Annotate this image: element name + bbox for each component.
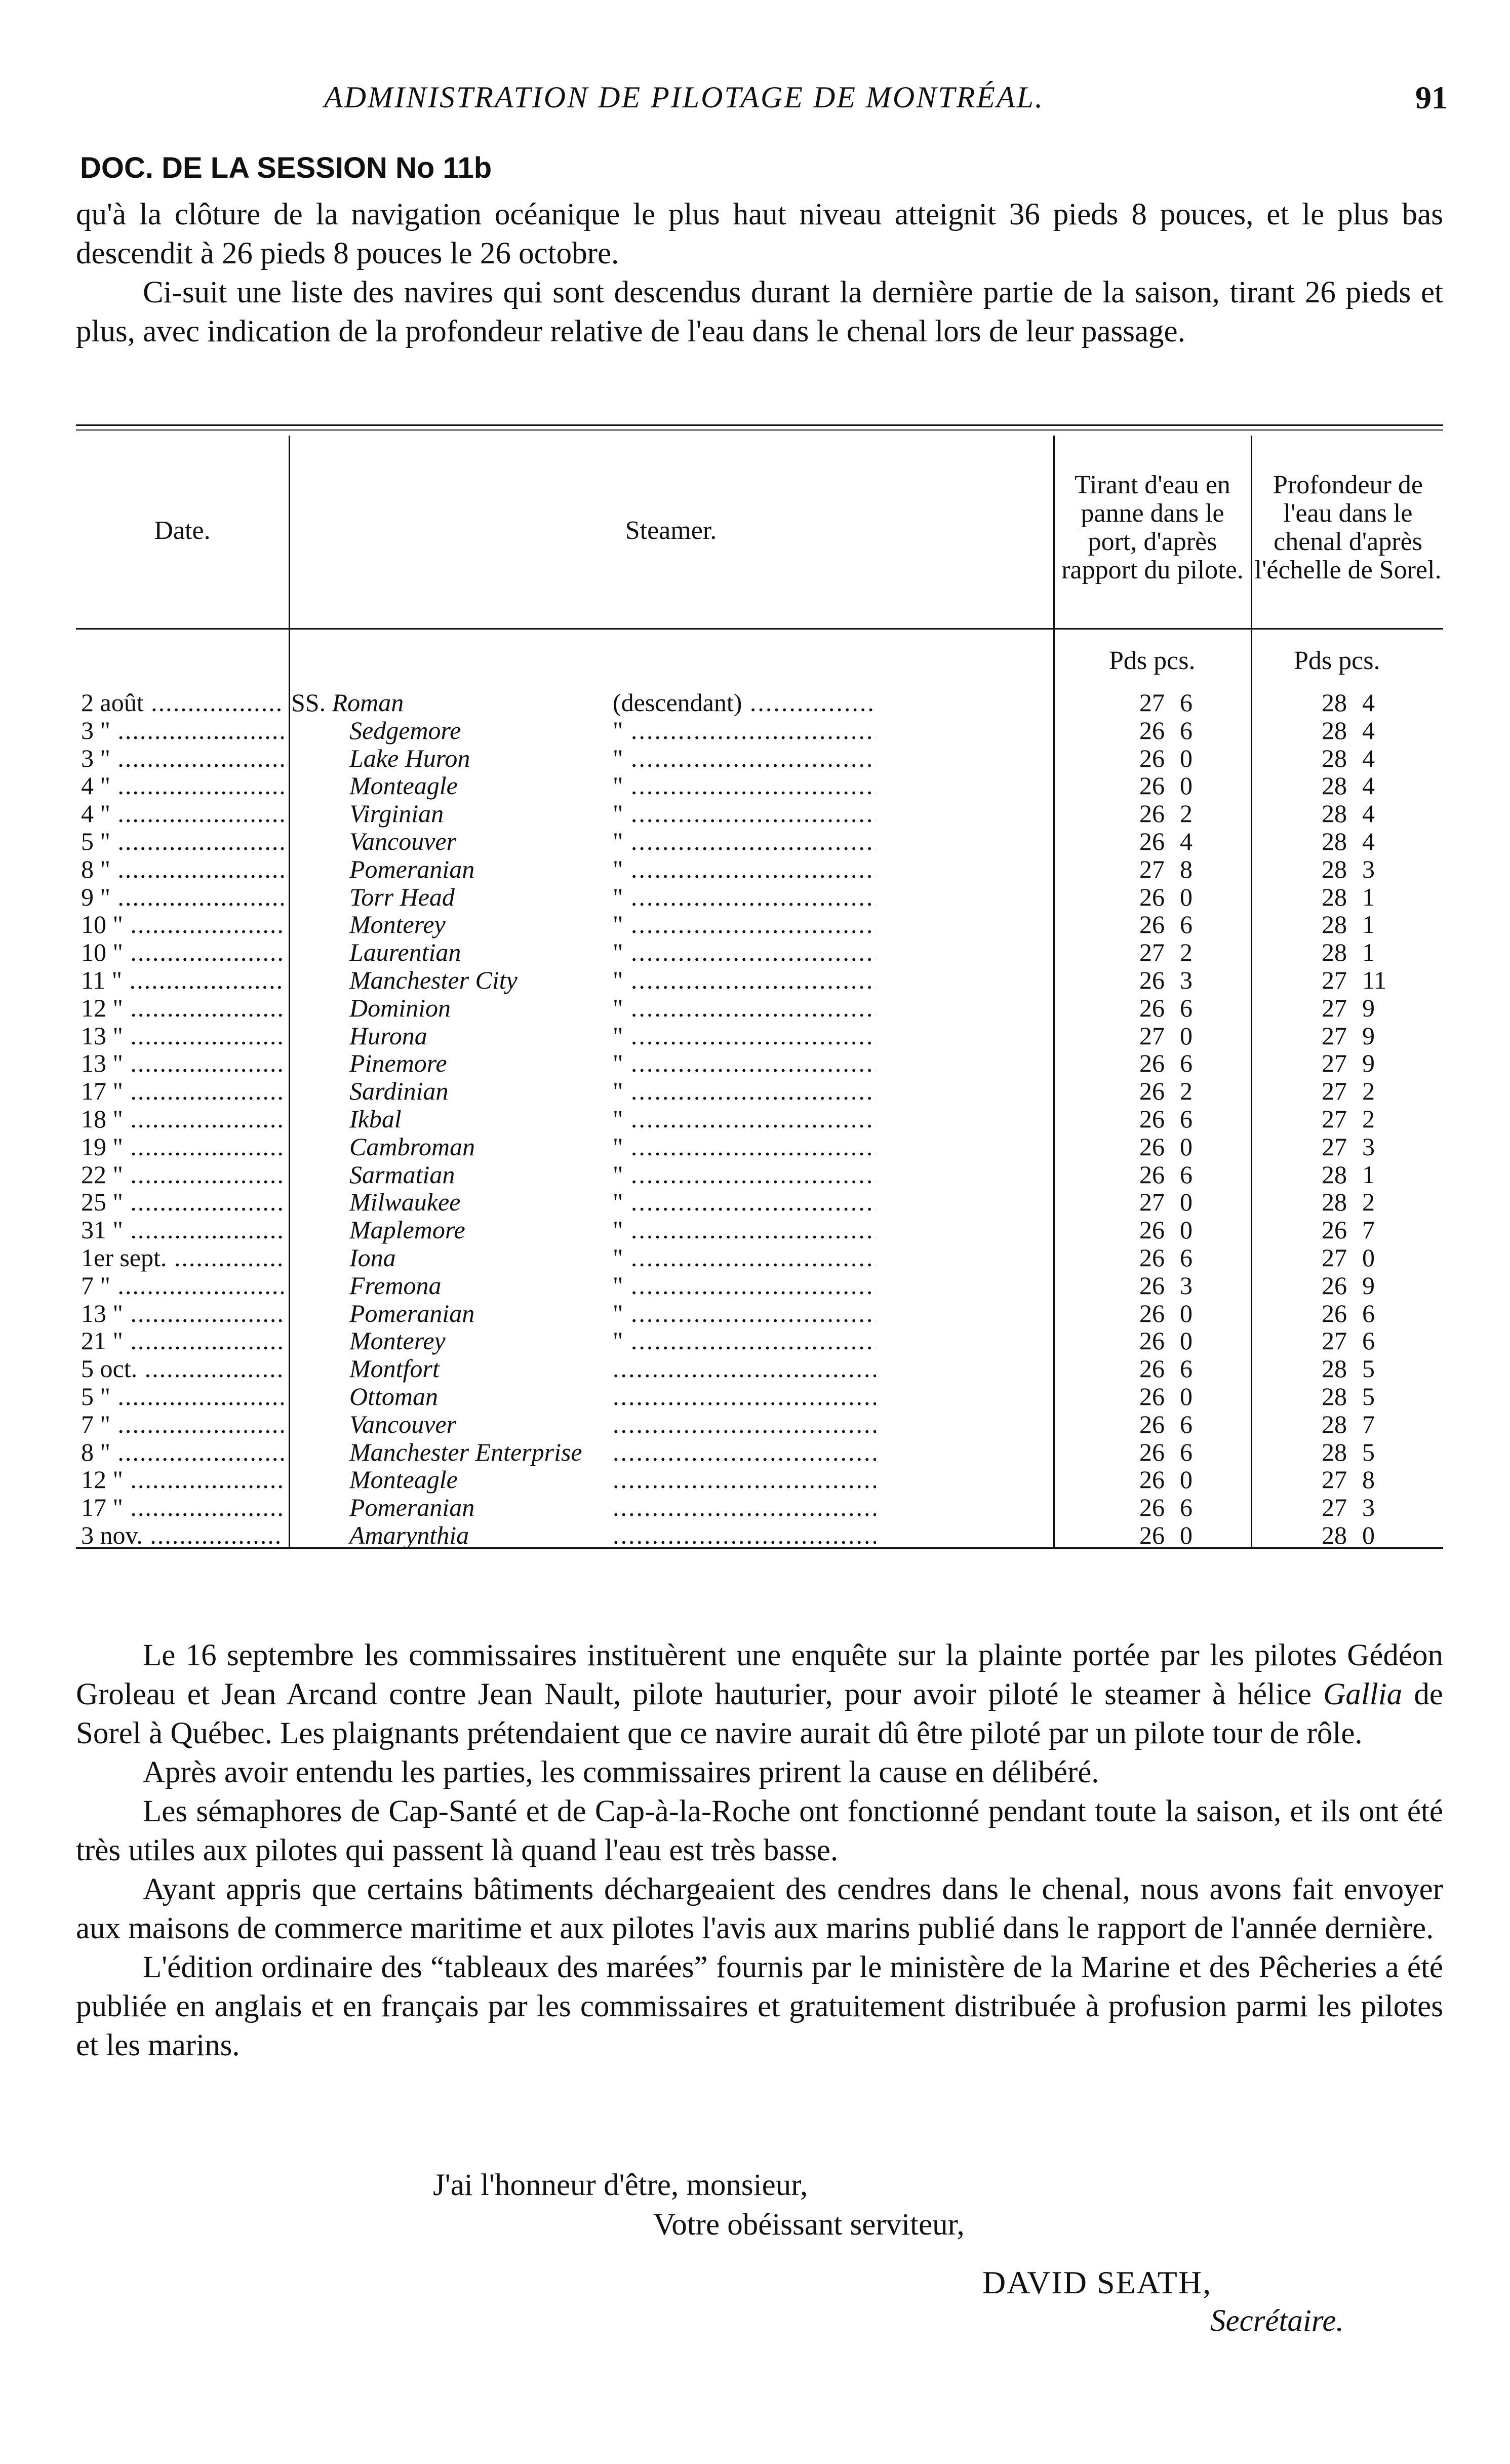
row-depth-pds: 27 xyxy=(1322,1077,1347,1106)
row-draught-pcs: 0 xyxy=(1180,1382,1193,1411)
table-row xyxy=(76,994,1443,1022)
row-draught-pcs: 0 xyxy=(1180,1188,1193,1217)
row-draught-pds: 27 xyxy=(1139,938,1165,967)
row-draught-pds: 26 xyxy=(1139,965,1165,994)
row-depth-pds: 28 xyxy=(1322,1160,1347,1189)
row-ship-name: Lake Huron xyxy=(349,744,470,772)
table-row xyxy=(76,1383,1443,1411)
row-depth-pcs: 1 xyxy=(1362,910,1375,939)
row-depth-pcs: 2 xyxy=(1362,1104,1375,1133)
table-row xyxy=(76,745,1443,772)
row-ship-name: Vancouver xyxy=(349,827,457,855)
table-row xyxy=(76,938,1443,966)
row-ship-name: Monteagle xyxy=(349,772,458,800)
row-direction: " ..... xyxy=(613,1133,876,1161)
row-draught-pds: 26 xyxy=(1139,1465,1165,1494)
table-row xyxy=(76,1077,1443,1105)
table-row xyxy=(76,1327,1443,1355)
table-row xyxy=(76,1411,1443,1438)
row-direction: " ..... xyxy=(613,1244,876,1272)
row-depth-pcs: 2 xyxy=(1362,1188,1375,1217)
row-depth-pds: 28 xyxy=(1322,1520,1347,1549)
row-draught-pcs: 3 xyxy=(1180,965,1193,994)
signer-title: Secrétaire. xyxy=(1210,2304,1344,2338)
row-date: 2 août ..... xyxy=(81,689,284,717)
row-depth-pcs: 4 xyxy=(1362,827,1375,855)
row-date: 10 " ..... xyxy=(81,938,284,966)
row-ship-name: Pomeranian xyxy=(349,1494,475,1521)
row-depth-pds: 27 xyxy=(1322,993,1347,1022)
row-depth-pds: 28 xyxy=(1322,827,1347,855)
row-direction: " ..... xyxy=(613,966,876,994)
row-draught-pds: 26 xyxy=(1139,1326,1165,1355)
table-row xyxy=(76,800,1443,828)
ship-name-gallia: Gallia xyxy=(1323,1677,1403,1711)
table-row xyxy=(76,717,1443,745)
row-direction xyxy=(613,1466,876,1494)
table-rows xyxy=(76,689,1443,1549)
row-ship-name: Manchester City xyxy=(349,966,518,994)
row-depth-pcs: 7 xyxy=(1362,1216,1375,1244)
row-depth-pds: 26 xyxy=(1322,1216,1347,1244)
row-draught-pcs: 6 xyxy=(1180,1243,1193,1272)
row-ship-name: Laurentian xyxy=(349,938,461,966)
table-row xyxy=(76,855,1443,883)
row-depth-pcs: 8 xyxy=(1362,1465,1375,1494)
row-draught-pds: 26 xyxy=(1139,716,1165,745)
row-draught-pds: 26 xyxy=(1139,1437,1165,1466)
row-draught-pds: 26 xyxy=(1139,744,1165,772)
row-ship-name: Monteagle xyxy=(349,1466,458,1494)
header-depth: Profondeur de l'eau dans le chenal d'après l'échelle de Sorel. xyxy=(1254,471,1442,584)
row-date: 5 oct. ..... xyxy=(81,1355,284,1383)
table-row xyxy=(76,1466,1443,1494)
row-depth-pds: 26 xyxy=(1322,1299,1347,1327)
row-ship-name: Monterey xyxy=(349,1327,446,1355)
signature-block xyxy=(0,2168,1510,2421)
page-number: 91 xyxy=(1415,80,1448,115)
row-draught-pcs: 6 xyxy=(1180,1354,1193,1383)
row-depth-pds: 27 xyxy=(1322,1243,1347,1272)
header-rule xyxy=(76,628,1443,630)
table-row xyxy=(76,1161,1443,1189)
row-draught-pds: 26 xyxy=(1139,1299,1165,1327)
row-direction: " ..... xyxy=(613,883,876,911)
row-date: 5 " ..... xyxy=(81,828,284,855)
table-row xyxy=(76,1355,1443,1383)
running-title: ADMINISTRATION DE PILOTAGE DE MONTRÉAL. xyxy=(324,81,1044,114)
row-direction: " ..... xyxy=(613,1216,876,1244)
row-depth-pds: 27 xyxy=(1322,1021,1347,1050)
row-draught-pcs: 8 xyxy=(1180,854,1193,883)
row-direction xyxy=(613,1383,876,1411)
running-head xyxy=(0,76,1510,122)
row-direction: " ..... xyxy=(613,994,876,1022)
row-draught-pds: 26 xyxy=(1139,1049,1165,1078)
row-direction xyxy=(613,1355,876,1383)
row-date: 13 " ..... xyxy=(81,1300,284,1327)
row-draught-pds: 26 xyxy=(1139,1216,1165,1244)
row-ship-name: Amarynthia xyxy=(349,1521,469,1549)
row-direction: " ..... xyxy=(613,1161,876,1189)
row-draught-pds: 26 xyxy=(1139,1132,1165,1161)
row-ship-name: Manchester Enterprise xyxy=(349,1438,582,1466)
row-direction: " ..... xyxy=(613,717,876,745)
table-row xyxy=(76,1022,1443,1050)
row-date: 12 " ..... xyxy=(81,994,284,1022)
row-draught-pcs: 6 xyxy=(1180,1410,1193,1438)
row-depth-pds: 28 xyxy=(1322,882,1347,911)
row-depth-pcs: 5 xyxy=(1362,1354,1375,1383)
row-depth-pcs: 9 xyxy=(1362,1021,1375,1050)
row-draught-pds: 26 xyxy=(1139,771,1165,800)
row-direction: " ..... xyxy=(613,745,876,772)
table-row xyxy=(76,1300,1443,1327)
table-row xyxy=(76,1521,1443,1549)
row-direction: " ..... xyxy=(613,938,876,966)
row-depth-pds: 28 xyxy=(1322,771,1347,800)
row-depth-pcs: 9 xyxy=(1362,1271,1375,1300)
closing-paragraph-4: Ayant appris que certains bâtiments déchargeaient des cendres dans le chenal, nous avons fait envoyer aux maisons de commerce maritime et aux pilotes l'avis aux marins publié dans le rapport de l'année dernière. xyxy=(76,1872,1443,1945)
row-direction: " ..... xyxy=(613,855,876,883)
row-depth-pcs: 1 xyxy=(1362,1160,1375,1189)
row-draught-pcs: 6 xyxy=(1180,716,1193,745)
row-draught-pds: 26 xyxy=(1139,1160,1165,1189)
row-date: 1er sept. ..... xyxy=(81,1244,284,1272)
table-top-rule xyxy=(76,424,1443,426)
row-ship-name: Sarmatian xyxy=(349,1160,455,1189)
signer-name: DAVID SEATH, xyxy=(982,2264,1212,2300)
row-direction xyxy=(613,1411,876,1438)
row-direction: " ..... xyxy=(613,1327,876,1355)
row-depth-pds: 28 xyxy=(1322,938,1347,967)
row-direction: " ..... xyxy=(613,800,876,828)
table-row xyxy=(76,1188,1443,1216)
row-ship-name: Roman xyxy=(332,689,404,717)
row-ship-name: Vancouver xyxy=(349,1410,457,1438)
intro-section xyxy=(76,195,1443,351)
row-depth-pds: 27 xyxy=(1322,1493,1347,1522)
row-draught-pds: 26 xyxy=(1139,1493,1165,1522)
row-draught-pcs: 2 xyxy=(1180,799,1193,828)
row-date: 21 " ..... xyxy=(81,1327,284,1355)
row-depth-pcs: 1 xyxy=(1362,938,1375,967)
row-depth-pds: 28 xyxy=(1322,744,1347,772)
row-prefix: SS. xyxy=(291,689,326,717)
row-date: 25 " ..... xyxy=(81,1188,284,1216)
row-direction: " ..... xyxy=(613,1022,876,1050)
closing-p1-after: de Sorel à Québec. Les plaignants prétendaient que ce navire aurait dû être piloté par un pilote tour de rôle. xyxy=(76,1677,1443,1750)
row-depth-pds: 26 xyxy=(1322,1271,1347,1300)
row-ship-name: Dominion xyxy=(349,994,451,1022)
row-direction: " ..... xyxy=(613,772,876,800)
table-row xyxy=(76,1494,1443,1521)
row-depth-pcs: 4 xyxy=(1362,799,1375,828)
row-depth-pcs: 6 xyxy=(1362,1326,1375,1355)
row-ship-name: Ikbal xyxy=(349,1105,402,1133)
table-row xyxy=(76,1133,1443,1161)
row-depth-pcs: 9 xyxy=(1362,993,1375,1022)
closing-paragraph-5: L'édition ordinaire des “tableaux des marées” fournis par le ministère de la Marine et des Pêcheries a été publiée en anglais et en français par les commissaires et gratuitement distribuée à profusion parmi les pilotes et les marins. xyxy=(76,1950,1443,2062)
row-draught-pds: 26 xyxy=(1139,1354,1165,1383)
row-date: 8 " ..... xyxy=(81,855,284,883)
row-date: 8 " ..... xyxy=(81,1438,284,1466)
row-depth-pds: 28 xyxy=(1322,1188,1347,1217)
row-ship-name: Pinemore xyxy=(349,1049,447,1078)
table-row xyxy=(76,883,1443,911)
row-draught-pds: 26 xyxy=(1139,993,1165,1022)
row-draught-pcs: 3 xyxy=(1180,1271,1193,1300)
table-row xyxy=(76,828,1443,855)
table-top-rule-thin xyxy=(76,429,1443,431)
row-date: 9 " ..... xyxy=(81,883,284,911)
row-direction xyxy=(613,1521,876,1549)
row-depth-pcs: 11 xyxy=(1362,965,1387,994)
row-ship-name: Pomeranian xyxy=(349,1299,475,1327)
unit-draught: Pds pcs. xyxy=(1109,646,1196,675)
row-draught-pcs: 6 xyxy=(1180,1160,1193,1189)
row-direction xyxy=(613,1438,876,1466)
table-row xyxy=(76,1105,1443,1133)
row-depth-pds: 28 xyxy=(1322,854,1347,883)
table-row xyxy=(76,966,1443,994)
row-draught-pcs: 0 xyxy=(1180,1520,1193,1549)
row-direction: " ..... xyxy=(613,1077,876,1105)
table-row xyxy=(76,911,1443,938)
row-depth-pcs: 5 xyxy=(1362,1382,1375,1411)
closing-p1-before: Le 16 septembre les commissaires instituèrent une enquête sur la plainte portée par les pilotes Gédéon Groleau et Jean Arcand contre Jean Nault, pilote hauturier, pour avoir piloté le steamer à hélice xyxy=(76,1638,1443,1711)
row-date: 13 " ..... xyxy=(81,1022,284,1050)
closing-paragraph-2: Après avoir entendu les parties, les commissaires prirent la cause en délibéré. xyxy=(143,1755,1099,1789)
row-draught-pds: 26 xyxy=(1139,827,1165,855)
row-draught-pds: 26 xyxy=(1139,1104,1165,1133)
header-steamer: Steamer. xyxy=(625,516,717,545)
row-draught-pds: 26 xyxy=(1139,1077,1165,1106)
row-draught-pcs: 0 xyxy=(1180,1132,1193,1161)
row-draught-pcs: 6 xyxy=(1180,688,1193,717)
table-row xyxy=(76,1216,1443,1244)
row-date: 19 " ..... xyxy=(81,1133,284,1161)
row-depth-pcs: 3 xyxy=(1362,1493,1375,1522)
row-direction: " ..... xyxy=(613,1300,876,1327)
row-depth-pds: 27 xyxy=(1322,1465,1347,1494)
closing-section xyxy=(76,1636,1443,2065)
row-date: 7 " ..... xyxy=(81,1411,284,1438)
table-row xyxy=(76,1272,1443,1300)
row-draught-pcs: 0 xyxy=(1180,1299,1193,1327)
row-depth-pcs: 4 xyxy=(1362,716,1375,745)
row-direction: " ..... xyxy=(613,911,876,938)
row-direction: " ..... xyxy=(613,1049,876,1077)
row-draught-pds: 26 xyxy=(1139,910,1165,939)
row-draught-pds: 27 xyxy=(1139,688,1165,717)
row-depth-pds: 27 xyxy=(1322,1326,1347,1355)
row-ship-name: Torr Head xyxy=(349,883,455,911)
row-draught-pds: 26 xyxy=(1139,1271,1165,1300)
row-draught-pds: 26 xyxy=(1139,882,1165,911)
row-depth-pds: 28 xyxy=(1322,910,1347,939)
row-draught-pds: 26 xyxy=(1139,1410,1165,1438)
row-depth-pcs: 6 xyxy=(1362,1299,1375,1327)
row-ship-name: Cambroman xyxy=(349,1132,475,1161)
row-depth-pcs: 1 xyxy=(1362,882,1375,911)
row-depth-pds: 28 xyxy=(1322,688,1347,717)
row-depth-pcs: 0 xyxy=(1362,1520,1375,1549)
unit-depth: Pds pcs. xyxy=(1294,646,1380,675)
row-depth-pds: 28 xyxy=(1322,1410,1347,1438)
row-depth-pcs: 4 xyxy=(1362,744,1375,772)
header-draught: Tirant d'eau en panne dans le port, d'après rapport du pilote. xyxy=(1061,471,1244,584)
row-ship-name: Ottoman xyxy=(349,1382,438,1411)
row-draught-pcs: 6 xyxy=(1180,910,1193,939)
row-date: 3 " ..... xyxy=(81,745,284,772)
row-date: 31 " ..... xyxy=(81,1216,284,1244)
row-direction: " ..... xyxy=(613,1105,876,1133)
row-draught-pds: 26 xyxy=(1139,1382,1165,1411)
row-ship-name: Virginian xyxy=(349,800,444,828)
row-date: 18 " ..... xyxy=(81,1105,284,1133)
row-direction: " ..... xyxy=(613,1272,876,1300)
table-row xyxy=(76,1049,1443,1077)
row-draught-pcs: 0 xyxy=(1180,771,1193,800)
row-depth-pcs: 2 xyxy=(1362,1077,1375,1106)
row-ship-name: Pomeranian xyxy=(349,855,475,883)
row-depth-pcs: 5 xyxy=(1362,1437,1375,1466)
row-draught-pds: 27 xyxy=(1139,854,1165,883)
row-depth-pds: 28 xyxy=(1322,1382,1347,1411)
row-depth-pcs: 4 xyxy=(1362,771,1375,800)
table-row xyxy=(76,689,1443,717)
row-date: 10 " ..... xyxy=(81,911,284,938)
row-depth-pds: 27 xyxy=(1322,965,1347,994)
valediction: Votre obéissant serviteur, xyxy=(653,2208,965,2242)
row-draught-pcs: 6 xyxy=(1180,1104,1193,1133)
row-date: 12 " ..... xyxy=(81,1466,284,1494)
header-date: Date. xyxy=(154,516,211,545)
row-draught-pcs: 6 xyxy=(1180,993,1193,1022)
row-draught-pcs: 0 xyxy=(1180,744,1193,772)
row-draught-pcs: 0 xyxy=(1180,1326,1193,1355)
row-depth-pcs: 3 xyxy=(1362,1132,1375,1161)
row-direction: " ..... xyxy=(613,1188,876,1216)
row-depth-pcs: 7 xyxy=(1362,1410,1375,1438)
row-draught-pcs: 2 xyxy=(1180,1077,1193,1106)
row-draught-pcs: 6 xyxy=(1180,1437,1193,1466)
row-draught-pcs: 6 xyxy=(1180,1049,1193,1078)
row-direction xyxy=(613,1494,876,1521)
row-depth-pds: 28 xyxy=(1322,716,1347,745)
intro-paragraph-2: Ci-suit une liste des navires qui sont descendus durant la dernière partie de la saison, tirant 26 pieds et plus, avec indication de la profondeur relative de l'eau dans le chenal lors de leur passage. xyxy=(76,276,1443,348)
document-reference: DOC. DE LA SESSION No 11b xyxy=(80,151,492,184)
table-row xyxy=(76,1438,1443,1466)
row-ship-name: Fremona xyxy=(349,1271,442,1300)
row-ship-name: Maplemore xyxy=(349,1216,465,1244)
row-depth-pcs: 3 xyxy=(1362,854,1375,883)
row-depth-pcs: 0 xyxy=(1362,1243,1375,1272)
row-direction: (descendant) ..... xyxy=(613,689,876,717)
row-date: 22 " ..... xyxy=(81,1161,284,1189)
row-date: 3 " ..... xyxy=(81,717,284,745)
row-ship-name: Sedgemore xyxy=(349,716,461,745)
row-draught-pcs: 0 xyxy=(1180,882,1193,911)
row-draught-pds: 26 xyxy=(1139,1243,1165,1272)
row-depth-pds: 28 xyxy=(1322,799,1347,828)
row-date: 5 " ..... xyxy=(81,1383,284,1411)
row-draught-pcs: 0 xyxy=(1180,1216,1193,1244)
intro-paragraph-1: qu'à la clôture de la navigation océanique le plus haut niveau atteignit 36 pieds 8 pouces, et le plus bas descendit à 26 pieds 8 pouces le 26 octobre. xyxy=(76,198,1443,270)
row-ship-name: Sardinian xyxy=(349,1077,449,1105)
salutation: J'ai l'honneur d'être, monsieur, xyxy=(433,2168,808,2202)
row-ship-name: Iona xyxy=(349,1243,396,1272)
row-draught-pds: 26 xyxy=(1139,1520,1165,1549)
row-ship-name: Milwaukee xyxy=(349,1188,461,1217)
row-date: 17 " ..... xyxy=(81,1494,284,1521)
table-row xyxy=(76,1244,1443,1272)
row-date: 4 " ..... xyxy=(81,800,284,828)
row-direction: " ..... xyxy=(613,828,876,855)
row-draught-pds: 26 xyxy=(1139,799,1165,828)
row-draught-pcs: 0 xyxy=(1180,1021,1193,1050)
closing-paragraph-1 xyxy=(76,1636,1443,1753)
row-draught-pds: 27 xyxy=(1139,1021,1165,1050)
row-depth-pcs: 4 xyxy=(1362,688,1375,717)
row-date: 7 " ..... xyxy=(81,1272,284,1300)
row-date: 13 " ..... xyxy=(81,1049,284,1077)
row-depth-pds: 27 xyxy=(1322,1104,1347,1133)
row-ship-name: Hurona xyxy=(349,1022,427,1050)
row-depth-pcs: 9 xyxy=(1362,1049,1375,1078)
row-date: 17 " ..... xyxy=(81,1077,284,1105)
row-depth-pds: 28 xyxy=(1322,1354,1347,1383)
row-date: 3 nov. ..... xyxy=(81,1521,284,1549)
closing-paragraph-3: Les sémaphores de Cap-Santé et de Cap-à-la-Roche ont fonctionné pendant toute la saison, et ils ont été très utiles aux pilotes qui passent là quand l'eau est très basse. xyxy=(76,1794,1443,1867)
row-depth-pds: 28 xyxy=(1322,1437,1347,1466)
row-depth-pds: 27 xyxy=(1322,1049,1347,1078)
row-ship-name: Montfort xyxy=(349,1355,440,1383)
row-depth-pds: 27 xyxy=(1322,1132,1347,1161)
ship-table xyxy=(76,436,1443,1580)
row-date: 11 " ..... xyxy=(81,966,284,994)
row-draught-pcs: 6 xyxy=(1180,1493,1193,1522)
row-draught-pcs: 2 xyxy=(1180,938,1193,967)
row-draught-pcs: 0 xyxy=(1180,1465,1193,1494)
row-draught-pcs: 4 xyxy=(1180,827,1193,855)
table-row xyxy=(76,772,1443,800)
row-date: 4 " ..... xyxy=(81,772,284,800)
row-ship-name: Monterey xyxy=(349,911,446,939)
row-draught-pds: 27 xyxy=(1139,1188,1165,1217)
